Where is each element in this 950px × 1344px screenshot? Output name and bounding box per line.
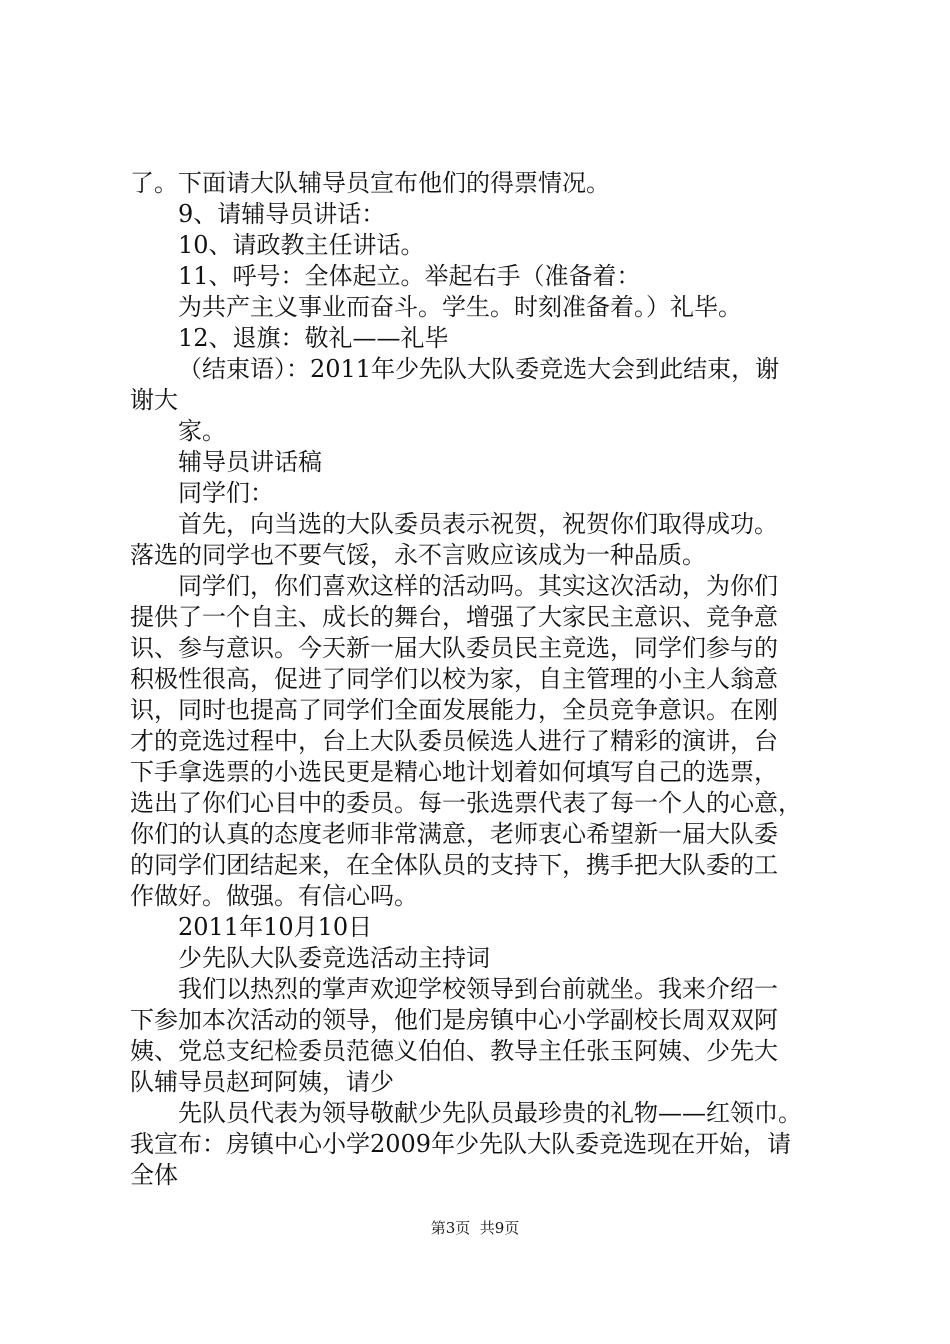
text-line: 提供了一个自主、成长的舞台，增强了大家民主意识、竞争意 bbox=[130, 603, 778, 631]
text-line: 队辅导员赵珂阿姨，请少 bbox=[130, 1068, 394, 1096]
text-line: 全体 bbox=[130, 1161, 178, 1189]
text-line: 下手拿选票的小选民更是精心地计划着如何填写自己的选票， bbox=[130, 758, 778, 786]
text-line: 姨、党总支纪检委员范德义伯伯、教导主任张玉阿姨、少先大 bbox=[130, 1037, 778, 1065]
text-line: 积极性很高，促进了同学们以校为家，自主管理的小主人翁意 bbox=[130, 665, 778, 693]
text-line: 作做好。做强。有信心吗。 bbox=[130, 882, 418, 910]
text-line: 下参加本次活动的领导，他们是房镇中心小学副校长周双双阿 bbox=[130, 1006, 778, 1034]
text-line: 选出了你们心目中的委员。每一张选票代表了每一个人的心意， bbox=[130, 789, 802, 817]
text-line: 才的竞选过程中，台上大队委员候选人进行了精彩的演讲，台 bbox=[130, 727, 778, 755]
text-line: 家。 bbox=[178, 417, 226, 445]
text-line: 落选的同学也不要气馁，永不言败应该成为一种品质。 bbox=[130, 541, 706, 569]
text-line: 了。下面请大队辅导员宣布他们的得票情况。 bbox=[130, 169, 610, 197]
text-line: （结束语）：2011年少先队大队委竞选大会到此结束，谢 bbox=[178, 355, 780, 383]
text-line: 2011年10月10日 bbox=[178, 913, 373, 941]
text-line: 同学们： bbox=[178, 479, 274, 507]
text-line: 10、请政教主任讲话。 bbox=[178, 231, 425, 259]
text-line: 11、呼号：全体起立。举起右手（准备着： bbox=[178, 262, 641, 290]
text-line: 首先，向当选的大队委员表示祝贺，祝贺你们取得成功。 bbox=[178, 510, 778, 538]
document-body bbox=[130, 168, 830, 1191]
text-line: 先队员代表为领导敬献少先队员最珍贵的礼物——红领巾。 bbox=[178, 1099, 802, 1127]
text-line: 少先队大队委竞选活动主持词 bbox=[178, 944, 490, 972]
text-line: 识，同时也提高了同学们全面发展能力，全员竞争意识。在刚 bbox=[130, 696, 778, 724]
text-line: 9、请辅导员讲话： bbox=[178, 200, 386, 228]
page-footer: 第3页 共9页 bbox=[430, 1219, 520, 1237]
text-line: 谢大 bbox=[130, 386, 178, 414]
text-line: 的同学们团结起来，在全体队员的支持下，携手把大队委的工 bbox=[130, 851, 778, 879]
text-line: 我们以热烈的掌声欢迎学校领导到台前就坐。我来介绍一 bbox=[178, 975, 778, 1003]
text-line: 辅导员讲话稿 bbox=[178, 448, 322, 476]
text-line: 为共产主义事业而奋斗。学生。时刻准备着。）礼毕。 bbox=[178, 293, 742, 321]
text-line: 你们的认真的态度老师非常满意，老师衷心希望新一届大队委 bbox=[130, 820, 778, 848]
text-line: 同学们，你们喜欢这样的活动吗。其实这次活动，为你们 bbox=[178, 572, 778, 600]
text-line: 识、参与意识。今天新一届大队委员民主竞选，同学们参与的 bbox=[130, 634, 778, 662]
text-line: 12、退旗：敬礼——礼毕 bbox=[178, 324, 449, 352]
text-line: 我宣布：房镇中心小学2009年少先队大队委竞选现在开始，请 bbox=[130, 1130, 792, 1158]
